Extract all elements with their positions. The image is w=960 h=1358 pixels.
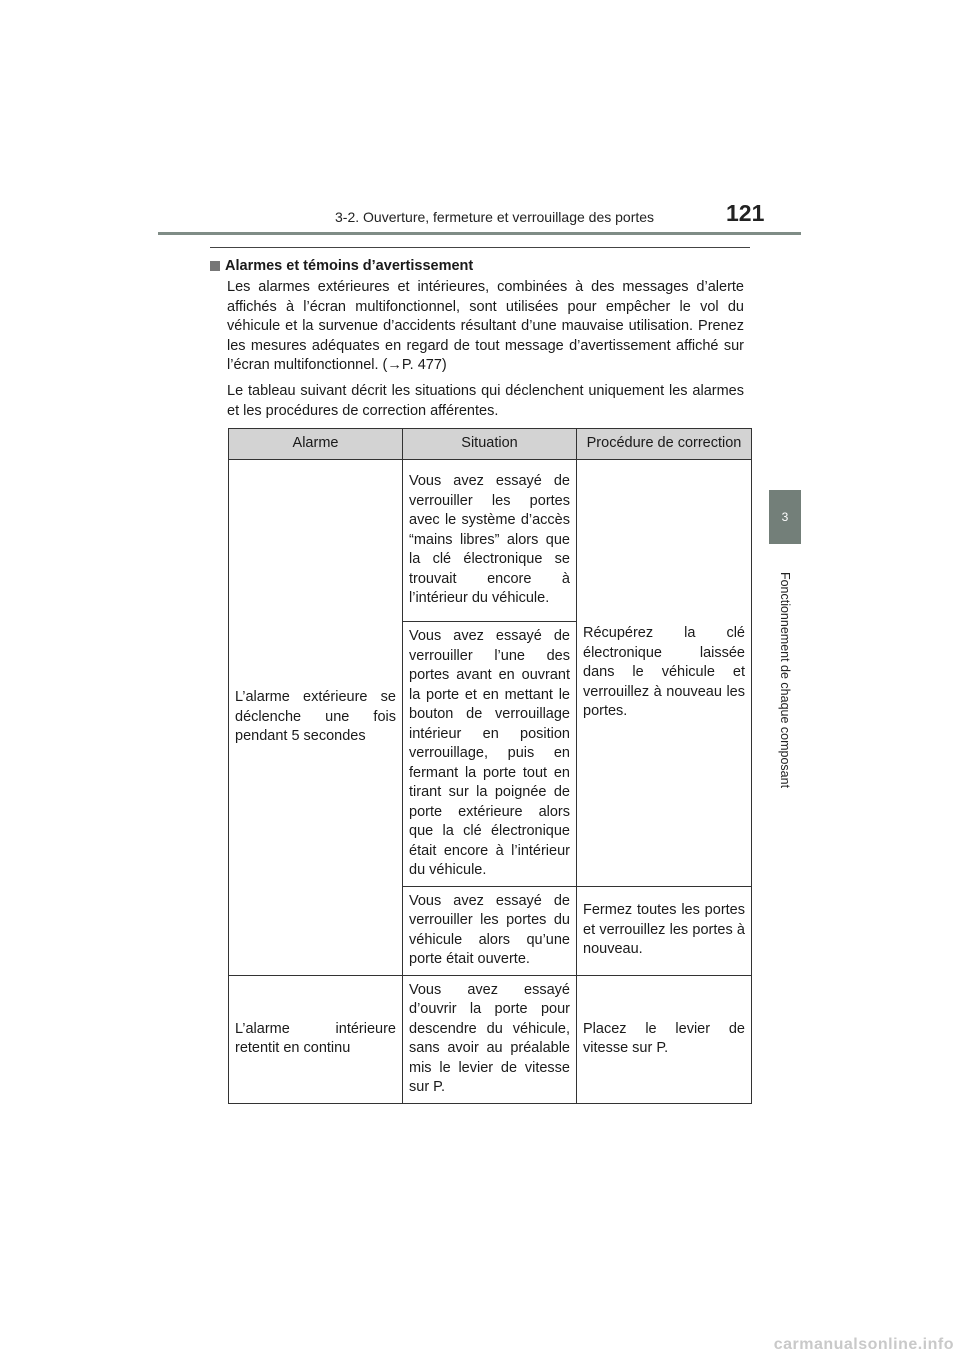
table-intro-paragraph: Le tableau suivant décrit les situations qui déclenchent uniquement les alarmes et les procédures de correction afférentes. — [227, 383, 744, 419]
section-heading — [210, 258, 473, 274]
section-heading-text: Alarmes et témoins d’avertissement — [225, 258, 474, 274]
header-divider — [158, 232, 801, 235]
column-header-situation: Situation — [403, 429, 577, 460]
table-row — [229, 460, 752, 622]
situation-cell: Vous avez essayé de verrouiller l’une des portes avant en ouvrant la porte et en mettant le bouton de verrouillage intérieur en position verrouillage, puis en fermant la porte tout en tirant sur la poignée de porte extérieure alors que la clé électronique était encore à l’intérieur du véhicule. — [403, 622, 577, 887]
chapter-tab: 3 — [769, 490, 801, 544]
section-header-title: 3-2. Ouverture, fermeture et verrouillage des portes — [335, 209, 655, 225]
column-header-correction: Procédure de correction — [577, 429, 752, 460]
situation-cell: Vous avez essayé de verrouiller les portes du véhicule alors qu’une porte était ouverte. — [403, 886, 577, 975]
square-bullet-icon — [210, 261, 220, 271]
section-divider — [210, 247, 750, 248]
correction-cell: Récupérez la clé électronique laissée dans le véhicule et verrouillez à nouveau les portes. — [577, 460, 752, 887]
correction-cell: Fermez toutes les portes et verrouillez les portes à nouveau. — [577, 886, 752, 975]
alarm-interior-cell: L’alarme intérieure retentit en continu — [229, 975, 403, 1103]
situation-cell: Vous avez essayé d’ouvrir la porte pour descendre du véhicule, sans avoir au préalable mis le levier de vitesse sur P. — [403, 975, 577, 1103]
chapter-label: Fonctionnement de chaque composant — [778, 571, 792, 789]
situation-cell: Vous avez essayé de verrouiller les portes avec le système d’accès “mains libres” alors que la clé électronique se trouvait encore à l’intérieur du véhicule. — [403, 460, 577, 622]
intro-paragraph: Les alarmes extérieures et intérieures, combinées à des messages d’alerte affichés à l’écran multifonctionnel, sont utilisées pour empêcher le vol du véhicule et la survenue d’accidents résultant d’une mauvaise utilisation. Prenez les mesures adéquates en regard de tout message d’avertissement affiché sur l’écran multifonctionnel. (→P. 477) — [227, 279, 744, 373]
page-number: 121 — [726, 200, 765, 226]
table-header-row — [229, 429, 752, 460]
alarm-table — [228, 428, 752, 1104]
column-header-alarm: Alarme — [229, 429, 403, 460]
watermark-logo: carmanualsonline.info — [773, 1336, 954, 1353]
alarm-exterior-cell: L’alarme extérieure se déclenche une fois pendant 5 secondes — [229, 460, 403, 976]
correction-cell: Placez le levier de vitesse sur P. — [577, 975, 752, 1103]
table-row — [229, 975, 752, 1103]
